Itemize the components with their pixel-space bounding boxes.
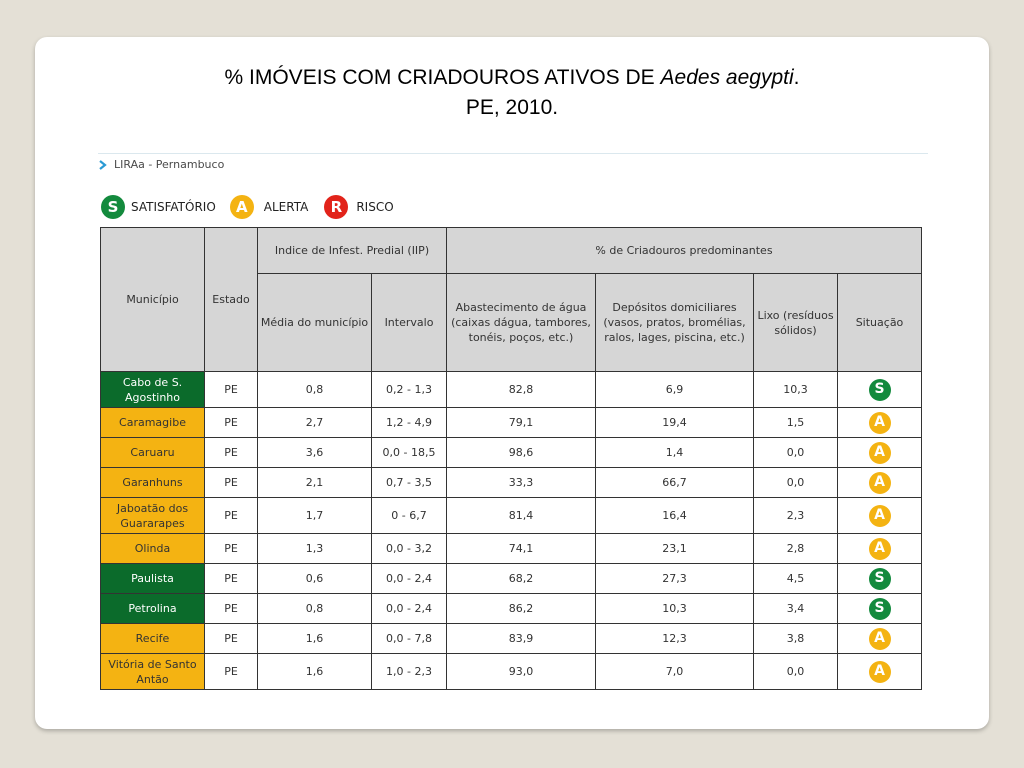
table-row: [101, 438, 922, 468]
cell-municipio: Paulista: [101, 564, 205, 594]
cell-estado: PE: [205, 624, 258, 654]
alerta-badge-icon: A: [869, 661, 891, 683]
alerta-badge-icon: A: [869, 412, 891, 434]
cell-lixo: 2,8: [754, 534, 838, 564]
satisfatorio-badge-icon: S: [101, 195, 125, 219]
legend-item-satisfatorio: [101, 195, 216, 219]
cell-situacao: [838, 594, 922, 624]
alerta-badge-icon: A: [869, 628, 891, 650]
legend-label: RISCO: [356, 200, 394, 214]
cell-lixo: 10,3: [754, 372, 838, 408]
cell-abastecimento: 68,2: [447, 564, 596, 594]
cell-intervalo: 0,0 - 2,4: [372, 564, 447, 594]
table-row: [101, 654, 922, 690]
breadcrumb-divider: [98, 153, 928, 154]
alerta-badge-icon: A: [869, 505, 891, 527]
cell-depositos: 16,4: [596, 498, 754, 534]
cell-media: 3,6: [258, 438, 372, 468]
cell-situacao: [838, 468, 922, 498]
cell-abastecimento: 79,1: [447, 408, 596, 438]
cell-municipio: Cabo de S. Agostinho: [101, 372, 205, 408]
cell-depositos: 7,0: [596, 654, 754, 690]
cell-municipio: Recife: [101, 624, 205, 654]
cell-intervalo: 0,2 - 1,3: [372, 372, 447, 408]
cell-intervalo: 0 - 6,7: [372, 498, 447, 534]
cell-abastecimento: 83,9: [447, 624, 596, 654]
cell-municipio: Olinda: [101, 534, 205, 564]
title-suffix: .: [793, 66, 800, 89]
cell-intervalo: 0,0 - 2,4: [372, 594, 447, 624]
cell-depositos: 6,9: [596, 372, 754, 408]
breadcrumb[interactable]: [98, 157, 224, 173]
cell-media: 2,7: [258, 408, 372, 438]
cell-intervalo: 0,7 - 3,5: [372, 468, 447, 498]
cell-media: 2,1: [258, 468, 372, 498]
header-situacao: Situação: [838, 274, 922, 372]
header-intervalo: Intervalo: [372, 274, 447, 372]
cell-lixo: 0,0: [754, 468, 838, 498]
table-row: [101, 534, 922, 564]
cell-estado: PE: [205, 534, 258, 564]
cell-abastecimento: 82,8: [447, 372, 596, 408]
cell-depositos: 12,3: [596, 624, 754, 654]
alerta-badge-icon: A: [869, 538, 891, 560]
header-municipio: Município: [101, 228, 205, 372]
cell-media: 0,8: [258, 594, 372, 624]
title-line-1: [35, 63, 989, 93]
legend-item-alerta: [230, 195, 309, 219]
cell-media: 1,7: [258, 498, 372, 534]
cell-depositos: 66,7: [596, 468, 754, 498]
cell-estado: PE: [205, 372, 258, 408]
table-row: [101, 408, 922, 438]
cell-situacao: [838, 534, 922, 564]
slide: [35, 37, 989, 729]
header-lixo: Lixo (resíduos sólidos): [754, 274, 838, 372]
cell-intervalo: 0,0 - 18,5: [372, 438, 447, 468]
cell-estado: PE: [205, 408, 258, 438]
cell-media: 0,6: [258, 564, 372, 594]
cell-lixo: 0,0: [754, 654, 838, 690]
satisfatorio-badge-icon: S: [869, 379, 891, 401]
header-media: Média do município: [258, 274, 372, 372]
header-criadouros: % de Criadouros predominantes: [447, 228, 922, 274]
cell-intervalo: 0,0 - 7,8: [372, 624, 447, 654]
table-row: [101, 564, 922, 594]
cell-municipio: Jaboatão dos Guararapes: [101, 498, 205, 534]
cell-lixo: 2,3: [754, 498, 838, 534]
cell-situacao: [838, 654, 922, 690]
cell-media: 1,6: [258, 624, 372, 654]
cell-depositos: 19,4: [596, 408, 754, 438]
legend-item-risco: [322, 195, 393, 219]
cell-intervalo: 0,0 - 3,2: [372, 534, 447, 564]
slide-title: [35, 63, 989, 123]
table-row: [101, 468, 922, 498]
cell-intervalo: 1,0 - 2,3: [372, 654, 447, 690]
cell-abastecimento: 74,1: [447, 534, 596, 564]
alerta-badge-icon: A: [230, 195, 254, 219]
cell-abastecimento: 81,4: [447, 498, 596, 534]
table-row: [101, 624, 922, 654]
title-species: Aedes aegypti: [660, 66, 794, 89]
header-depositos: Depósitos domiciliares (vasos, pratos, bromélias, ralos, lages, piscina, etc.): [596, 274, 754, 372]
breadcrumb-label: LIRAa - Pernambuco: [114, 158, 225, 171]
cell-situacao: [838, 498, 922, 534]
cell-media: 0,8: [258, 372, 372, 408]
cell-intervalo: 1,2 - 4,9: [372, 408, 447, 438]
cell-depositos: 27,3: [596, 564, 754, 594]
header-abastecimento: Abastecimento de água (caixas dágua, tambores, tonéis, poços, etc.): [447, 274, 596, 372]
cell-municipio: Petrolina: [101, 594, 205, 624]
cell-media: 1,6: [258, 654, 372, 690]
cell-estado: PE: [205, 654, 258, 690]
cell-municipio: Vitória de Santo Antão: [101, 654, 205, 690]
cell-abastecimento: 98,6: [447, 438, 596, 468]
table-row: [101, 498, 922, 534]
table-row: [101, 372, 922, 408]
cell-situacao: [838, 624, 922, 654]
cell-estado: PE: [205, 438, 258, 468]
cell-depositos: 1,4: [596, 438, 754, 468]
cell-municipio: Caruaru: [101, 438, 205, 468]
cell-estado: PE: [205, 594, 258, 624]
cell-depositos: 23,1: [596, 534, 754, 564]
table-row: [101, 594, 922, 624]
cell-depositos: 10,3: [596, 594, 754, 624]
legend-label: SATISFATÓRIO: [131, 200, 216, 214]
satisfatorio-badge-icon: S: [869, 598, 891, 620]
cell-lixo: 4,5: [754, 564, 838, 594]
legend: [101, 195, 408, 219]
alerta-badge-icon: A: [869, 442, 891, 464]
cell-lixo: 0,0: [754, 438, 838, 468]
cell-municipio: Garanhuns: [101, 468, 205, 498]
title-line-2: PE, 2010.: [465, 96, 559, 119]
satisfatorio-badge-icon: S: [869, 568, 891, 590]
cell-media: 1,3: [258, 534, 372, 564]
cell-abastecimento: 33,3: [447, 468, 596, 498]
cell-situacao: [838, 438, 922, 468]
cell-municipio: Caramagibe: [101, 408, 205, 438]
cell-abastecimento: 93,0: [447, 654, 596, 690]
legend-label: ALERTA: [263, 200, 309, 214]
cell-lixo: 3,4: [754, 594, 838, 624]
cell-situacao: [838, 372, 922, 408]
alerta-badge-icon: A: [869, 472, 891, 494]
chevron-right-icon: [98, 160, 108, 170]
cell-lixo: 3,8: [754, 624, 838, 654]
risco-badge-icon: R: [324, 195, 348, 219]
header-iip: Indice de Infest. Predial (IIP): [258, 228, 447, 274]
cell-estado: PE: [205, 498, 258, 534]
cell-estado: PE: [205, 468, 258, 498]
cell-situacao: [838, 564, 922, 594]
liraa-table: [100, 227, 922, 690]
cell-estado: PE: [205, 564, 258, 594]
cell-situacao: [838, 408, 922, 438]
cell-abastecimento: 86,2: [447, 594, 596, 624]
title-prefix: % IMÓVEIS COM CRIADOUROS ATIVOS DE: [224, 66, 661, 89]
cell-lixo: 1,5: [754, 408, 838, 438]
header-estado: Estado: [205, 228, 258, 372]
